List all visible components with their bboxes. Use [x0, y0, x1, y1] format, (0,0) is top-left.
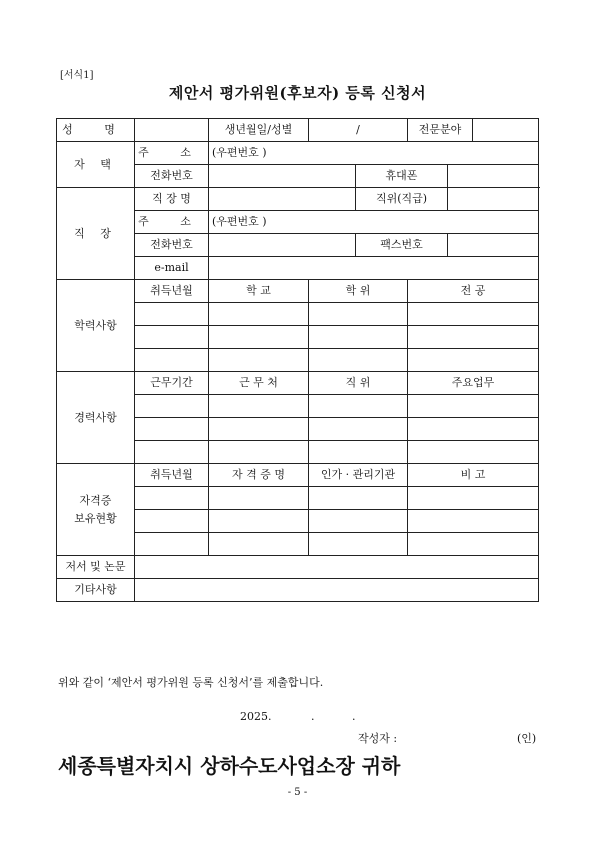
other-row — [57, 579, 539, 602]
date-day-dot: . — [352, 710, 356, 723]
certs-cell[interactable] — [135, 533, 209, 556]
date-month-dot: . — [311, 710, 315, 723]
education-header-degree: 학 위 — [309, 280, 408, 303]
certs-header-remarks: 비 고 — [408, 464, 539, 487]
education-header-school: 학 교 — [209, 280, 309, 303]
career-label: 경력사항 — [57, 372, 135, 464]
publications-row — [57, 556, 539, 579]
submission-statement: 위와 같이 ‘제안서 평가위원 등록 신청서’를 제출합니다. — [58, 676, 324, 689]
career-cell[interactable] — [408, 441, 539, 464]
addressee: 세종특별자치시 상하수도사업소장 귀하 — [58, 754, 401, 778]
certs-cell[interactable] — [309, 487, 408, 510]
work-label: 직 장 — [57, 188, 135, 280]
work-address-label: 주 소 — [135, 211, 209, 234]
certs-cell[interactable] — [209, 487, 309, 510]
personal-row — [57, 119, 539, 142]
education-cell[interactable] — [209, 349, 309, 372]
certs-label-line1: 자격증 — [79, 493, 112, 507]
education-cell[interactable] — [408, 326, 539, 349]
education-cell[interactable] — [309, 303, 408, 326]
work-address-input[interactable]: (우편번호 ) — [209, 211, 539, 234]
career-cell[interactable] — [209, 418, 309, 441]
home-phone-input[interactable] — [209, 165, 356, 188]
form-number: [서식1] — [60, 70, 94, 81]
home-phone-label: 전화번호 — [135, 165, 209, 188]
certs-cell[interactable] — [408, 487, 539, 510]
career-cell[interactable] — [309, 418, 408, 441]
field-input[interactable] — [473, 119, 539, 142]
career-cell[interactable] — [309, 395, 408, 418]
certs-label — [57, 464, 135, 556]
birth-gender-label: 생년월일/성별 — [209, 119, 309, 142]
education-cell[interactable] — [408, 303, 539, 326]
home-address-input[interactable]: (우편번호 ) — [209, 142, 539, 165]
position-label: 직위(직급) — [356, 188, 448, 211]
certs-cell[interactable] — [209, 533, 309, 556]
education-header-date: 취득년월 — [135, 280, 209, 303]
home-address-row — [57, 142, 539, 165]
birth-gender-input[interactable] — [309, 119, 408, 142]
certs-label-line2: 보유현황 — [74, 511, 117, 525]
home-address-label: 주 소 — [135, 142, 209, 165]
certs-header-date: 취득년월 — [135, 464, 209, 487]
position-input[interactable] — [448, 188, 539, 211]
certs-header-authority: 인가 · 관리기관 — [309, 464, 408, 487]
field-label: 전문분야 — [408, 119, 473, 142]
career-cell[interactable] — [408, 395, 539, 418]
education-cell[interactable] — [309, 326, 408, 349]
education-cell[interactable] — [135, 303, 209, 326]
career-cell[interactable] — [309, 441, 408, 464]
career-header-period: 근무기간 — [135, 372, 209, 395]
career-header-position: 직 위 — [309, 372, 408, 395]
education-header-row — [57, 280, 539, 303]
career-cell[interactable] — [135, 395, 209, 418]
career-cell[interactable] — [209, 441, 309, 464]
career-cell[interactable] — [135, 441, 209, 464]
education-cell[interactable] — [408, 349, 539, 372]
other-label: 기타사항 — [57, 579, 135, 602]
career-header-duties: 주요업무 — [408, 372, 539, 395]
career-cell[interactable] — [408, 418, 539, 441]
work-company-row — [57, 188, 539, 211]
work-phone-input[interactable] — [209, 234, 356, 257]
certs-cell[interactable] — [209, 510, 309, 533]
education-cell[interactable] — [135, 326, 209, 349]
career-cell[interactable] — [135, 418, 209, 441]
education-cell[interactable] — [209, 303, 309, 326]
certs-cell[interactable] — [135, 487, 209, 510]
company-input[interactable] — [209, 188, 356, 211]
education-label: 학력사항 — [57, 280, 135, 372]
email-input[interactable] — [209, 257, 539, 280]
date-year: 2025. — [240, 710, 272, 723]
home-label: 자 택 — [57, 142, 135, 188]
seal-mark: (인) — [517, 732, 537, 745]
career-header-row — [57, 372, 539, 395]
certs-cell[interactable] — [309, 510, 408, 533]
form-title: 제안서 평가위원(후보자) 등록 신청서 — [168, 84, 427, 102]
email-label: e-mail — [135, 257, 209, 280]
fax-input[interactable] — [448, 234, 539, 257]
certs-cell[interactable] — [408, 510, 539, 533]
certs-cell[interactable] — [309, 533, 408, 556]
education-cell[interactable] — [309, 349, 408, 372]
mobile-label: 휴대폰 — [356, 165, 448, 188]
career-cell[interactable] — [209, 395, 309, 418]
birth-gender-separator: / — [356, 123, 360, 136]
fax-label: 팩스번호 — [356, 234, 448, 257]
writer-label: 작성자 : — [358, 732, 398, 745]
name-input[interactable] — [135, 119, 209, 142]
name-label: 성 명 — [57, 119, 135, 142]
publications-input[interactable] — [135, 556, 539, 579]
education-cell[interactable] — [209, 326, 309, 349]
application-form-table — [56, 118, 539, 602]
certs-header-row — [57, 464, 539, 487]
certs-cell[interactable] — [408, 533, 539, 556]
publications-label: 저서 및 논문 — [57, 556, 135, 579]
education-header-major: 전 공 — [408, 280, 539, 303]
page-number: - 5 - — [287, 787, 308, 798]
work-phone-label: 전화번호 — [135, 234, 209, 257]
certs-header-name: 자 격 증 명 — [209, 464, 309, 487]
career-header-employer: 근 무 처 — [209, 372, 309, 395]
company-label: 직 장 명 — [135, 188, 209, 211]
education-cell[interactable] — [135, 349, 209, 372]
other-input[interactable] — [135, 579, 539, 602]
certs-cell[interactable] — [135, 510, 209, 533]
mobile-input[interactable] — [448, 165, 539, 188]
